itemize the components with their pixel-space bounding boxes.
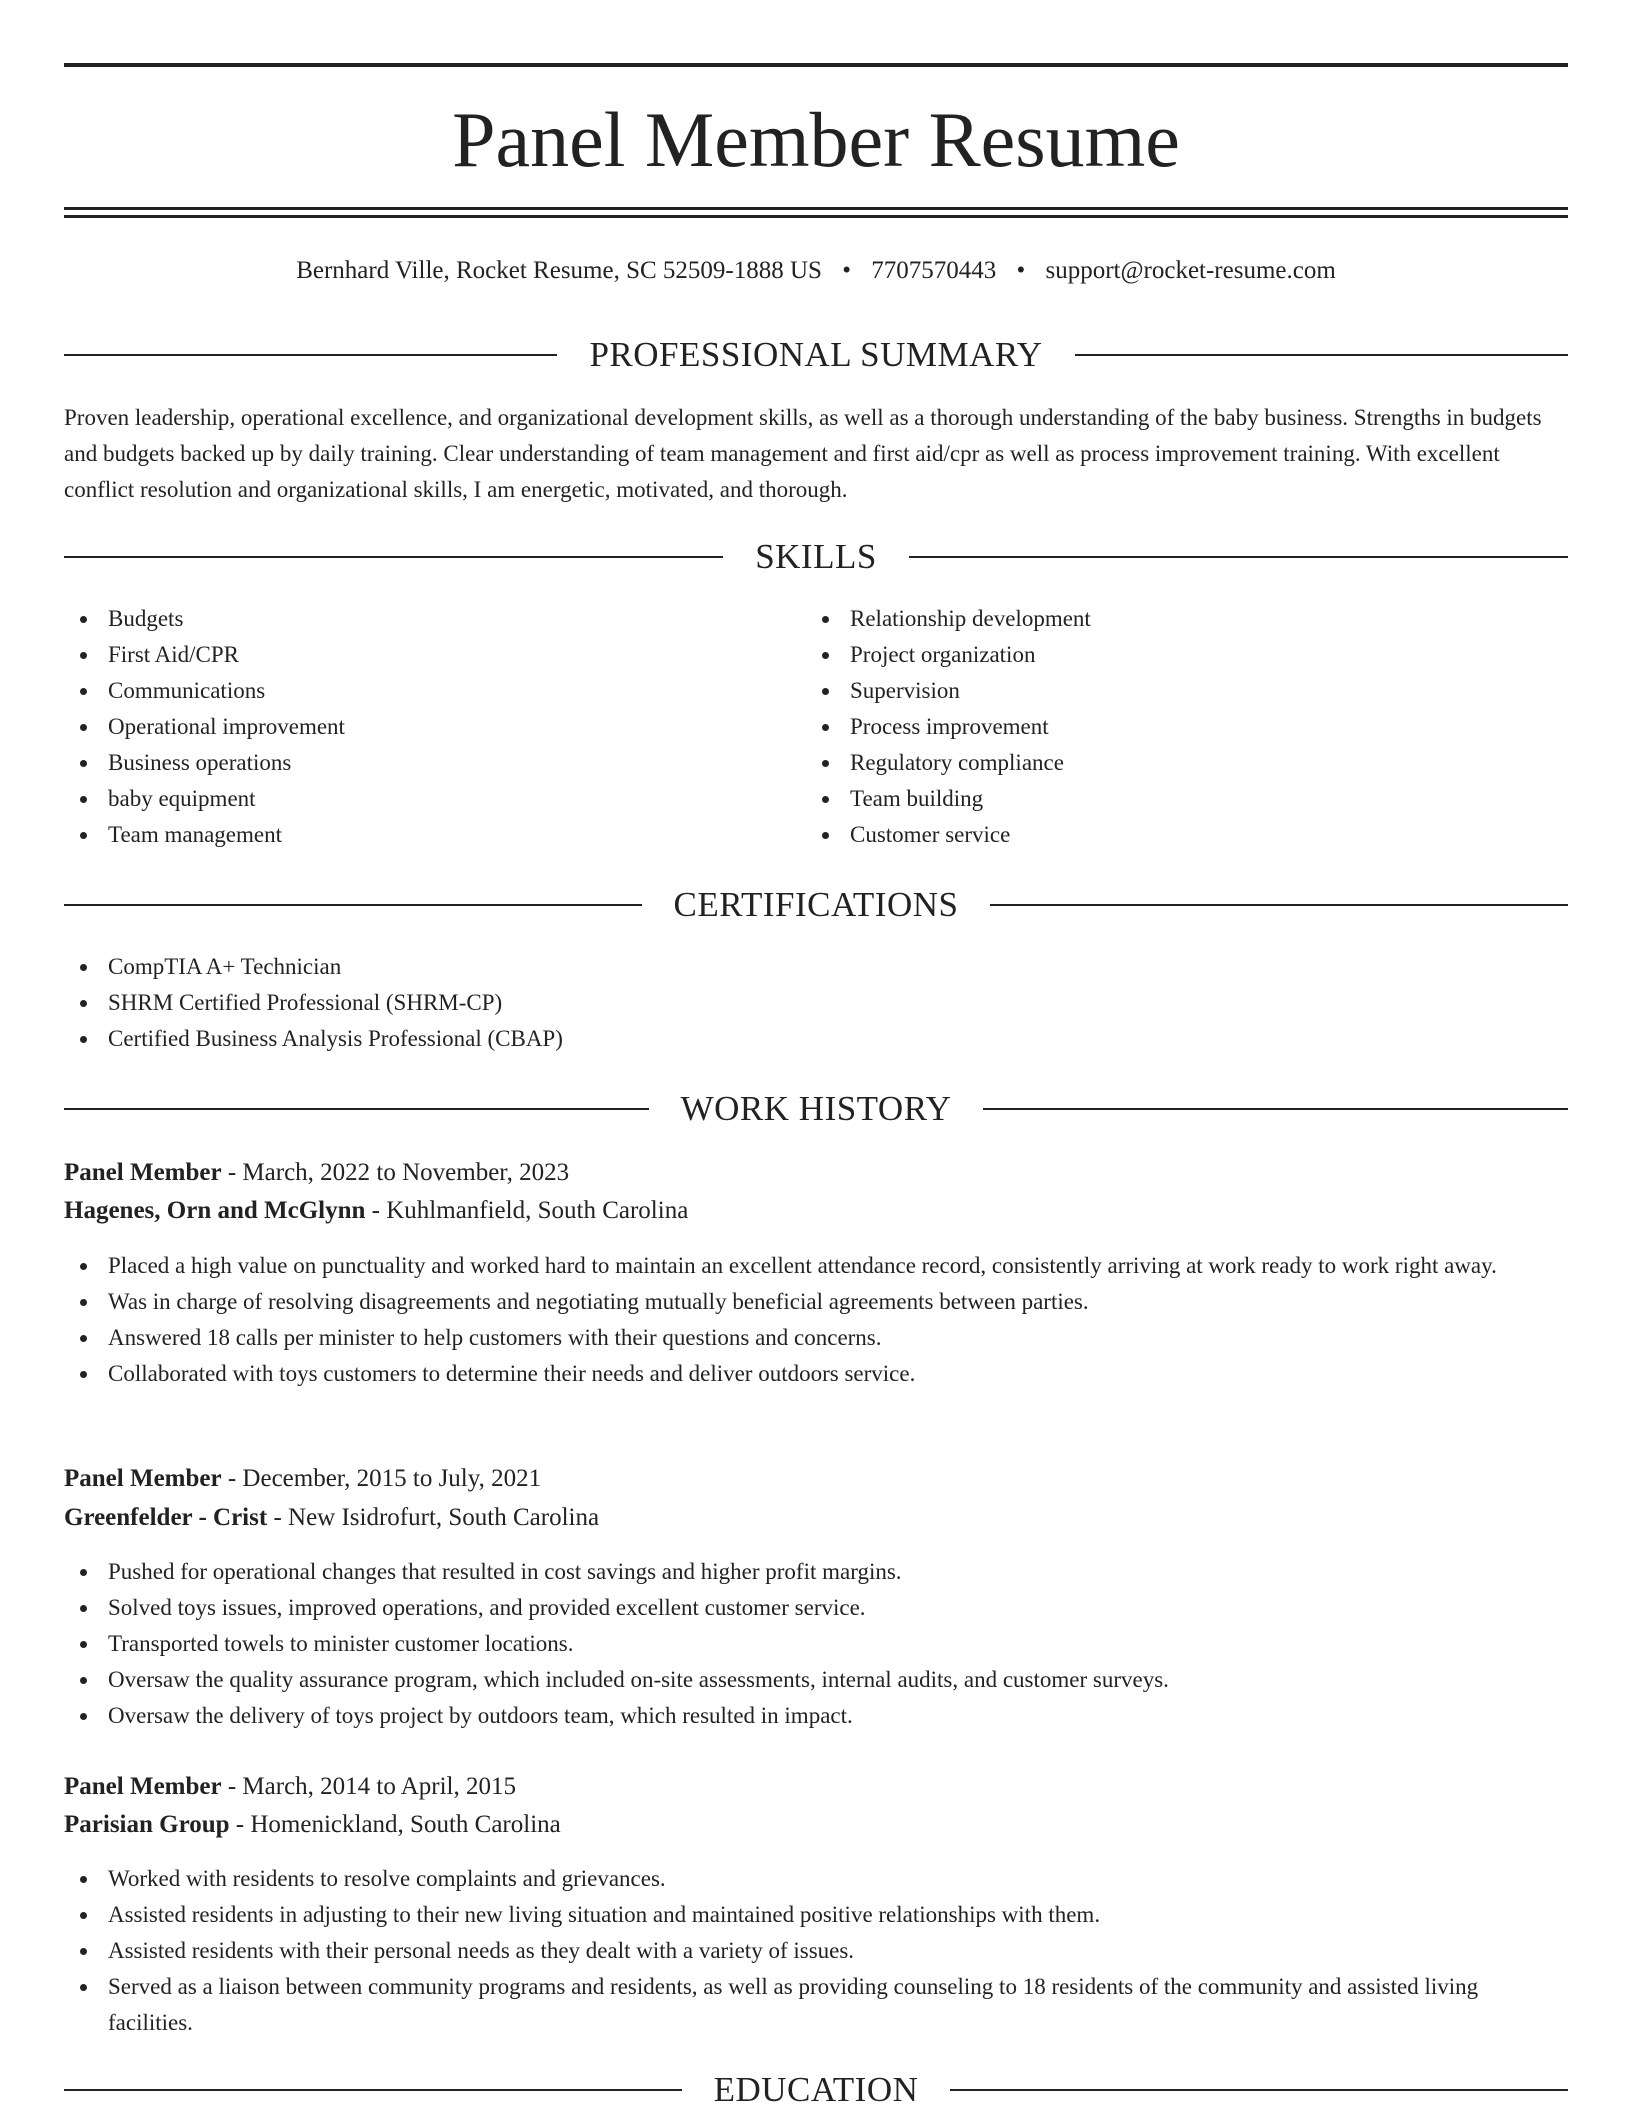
list-item: Certified Business Analysis Professional (CBAP): [64, 1021, 1568, 1057]
work-history-heading: [64, 1087, 1568, 1131]
job-location: - Homenickland, South Carolina: [229, 1811, 561, 1838]
job-company: Hagenes, Orn and McGlynn: [64, 1197, 366, 1224]
page-title: Panel Member Resume: [452, 96, 1180, 183]
job-title: Panel Member: [64, 1465, 222, 1492]
job-title-line: [64, 1154, 1568, 1192]
list-item: Team management: [64, 817, 804, 853]
list-item: Project organization: [806, 637, 1546, 673]
list-item: Business operations: [64, 745, 804, 781]
list-item: Operational improvement: [64, 709, 804, 745]
contact-phone: 7707570443: [871, 257, 997, 284]
list-item: Assisted residents in adjusting to their new living situation and maintained positive relationships with them.: [64, 1897, 1568, 1933]
header-top-rule: [64, 63, 1568, 67]
header-bottom-rule: [64, 207, 1568, 210]
heading-rule-left: [64, 2089, 682, 2091]
skills-heading: [64, 535, 1568, 579]
job-company-line: [64, 1499, 1568, 1537]
heading-rule-right: [990, 904, 1568, 906]
list-item: Customer service: [806, 817, 1546, 853]
heading-rule-right: [983, 1108, 1568, 1110]
job-dates: - December, 2015 to July, 2021: [221, 1465, 542, 1492]
skills-list-left: [64, 601, 804, 853]
skills-heading-label: SKILLS: [755, 537, 877, 576]
job-dates: - March, 2014 to April, 2015: [221, 1773, 517, 1800]
education-heading-label: EDUCATION: [713, 2070, 919, 2109]
list-item: Budgets: [64, 601, 804, 637]
job-company-line: [64, 1192, 1568, 1230]
list-item: Served as a liaison between community programs and residents, as well as providing counseling to 18 residents of the community and assisted living facilities.: [64, 1969, 1568, 2041]
header-bottom-rule-second: [64, 215, 1568, 218]
list-item: baby equipment: [64, 781, 804, 817]
list-item: Was in charge of resolving disagreements and negotiating mutually beneficial agreements between parties.: [64, 1284, 1568, 1320]
list-item: Solved toys issues, improved operations, and provided excellent customer service.: [64, 1590, 1568, 1626]
summary-text: Proven leadership, operational excellence, and organizational development skills, as well as a thorough understanding of the baby business. Strengths in budgets and budgets backed up by daily training. Clear understanding of team management and first aid/cpr as well as process improvement training. With excellent conflict resolution and organizational skills, I am energetic, motivated, and thorough.: [64, 405, 1542, 502]
list-item: Pushed for operational changes that resulted in cost savings and higher profit margins.: [64, 1554, 1568, 1590]
list-item: Supervision: [806, 673, 1546, 709]
job-company: Greenfelder - Crist: [64, 1504, 268, 1531]
contact-separator: •: [1016, 257, 1026, 284]
heading-rule-left: [64, 556, 723, 558]
job-location: - New Isidrofurt, South Carolina: [267, 1504, 600, 1531]
list-item: Assisted residents with their personal needs as they dealt with a variety of issues.: [64, 1933, 1568, 1969]
job-title: Panel Member: [64, 1773, 222, 1800]
job-bullets: [64, 1861, 1568, 2041]
job-company: Parisian Group: [64, 1811, 230, 1838]
certifications-heading: [64, 883, 1568, 927]
summary-heading: [64, 333, 1568, 377]
list-item: Answered 18 calls per minister to help customers with their questions and concerns.: [64, 1320, 1568, 1356]
skills-list-right: [806, 601, 1546, 853]
job-bullets: [64, 1554, 1568, 1734]
list-item: Placed a high value on punctuality and worked hard to maintain an excellent attendance record, consistently arriving at work ready to work right away.: [64, 1248, 1568, 1284]
list-item: Transported towels to minister customer locations.: [64, 1626, 1568, 1662]
summary-heading-label: PROFESSIONAL SUMMARY: [589, 335, 1043, 374]
certifications-heading-label: CERTIFICATIONS: [673, 885, 959, 924]
list-item: Oversaw the delivery of toys project by outdoors team, which resulted in impact.: [64, 1698, 1568, 1734]
list-item: SHRM Certified Professional (SHRM-CP): [64, 985, 1568, 1021]
heading-rule-right: [950, 2089, 1568, 2091]
heading-rule-right: [909, 556, 1568, 558]
certifications-list: [64, 949, 1568, 1057]
contact-address: Bernhard Ville, Rocket Resume, SC 52509-1888 US: [296, 257, 822, 284]
list-item: Relationship development: [806, 601, 1546, 637]
list-item: Process improvement: [806, 709, 1546, 745]
list-item: Oversaw the quality assurance program, which included on-site assessments, internal audits, and customer surveys.: [64, 1662, 1568, 1698]
job-title-line: [64, 1460, 1568, 1498]
list-item: Communications: [64, 673, 804, 709]
list-item: Regulatory compliance: [806, 745, 1546, 781]
contact-email: support@rocket-resume.com: [1045, 257, 1336, 284]
list-item: CompTIA A+ Technician: [64, 949, 1568, 985]
job-company-line: [64, 1806, 1568, 1844]
heading-rule-left: [64, 354, 557, 356]
job-dates: - March, 2022 to November, 2023: [221, 1159, 570, 1186]
education-heading: [64, 2068, 1568, 2112]
list-item: Team building: [806, 781, 1546, 817]
contact-separator: •: [842, 257, 851, 284]
heading-rule-left: [64, 904, 642, 906]
job-title-line: [64, 1768, 1568, 1806]
job-title: Panel Member: [64, 1159, 222, 1186]
work-history-heading-label: WORK HISTORY: [680, 1089, 952, 1128]
list-item: Worked with residents to resolve complaints and grievances.: [64, 1861, 1568, 1897]
list-item: First Aid/CPR: [64, 637, 804, 673]
job-bullets: [64, 1248, 1568, 1392]
list-item: Collaborated with toys customers to determine their needs and deliver outdoors service.: [64, 1356, 1568, 1392]
job-location: - Kuhlmanfield, South Carolina: [365, 1197, 689, 1224]
heading-rule-right: [1075, 354, 1568, 356]
contact-line: [64, 254, 1568, 288]
heading-rule-left: [64, 1108, 649, 1110]
